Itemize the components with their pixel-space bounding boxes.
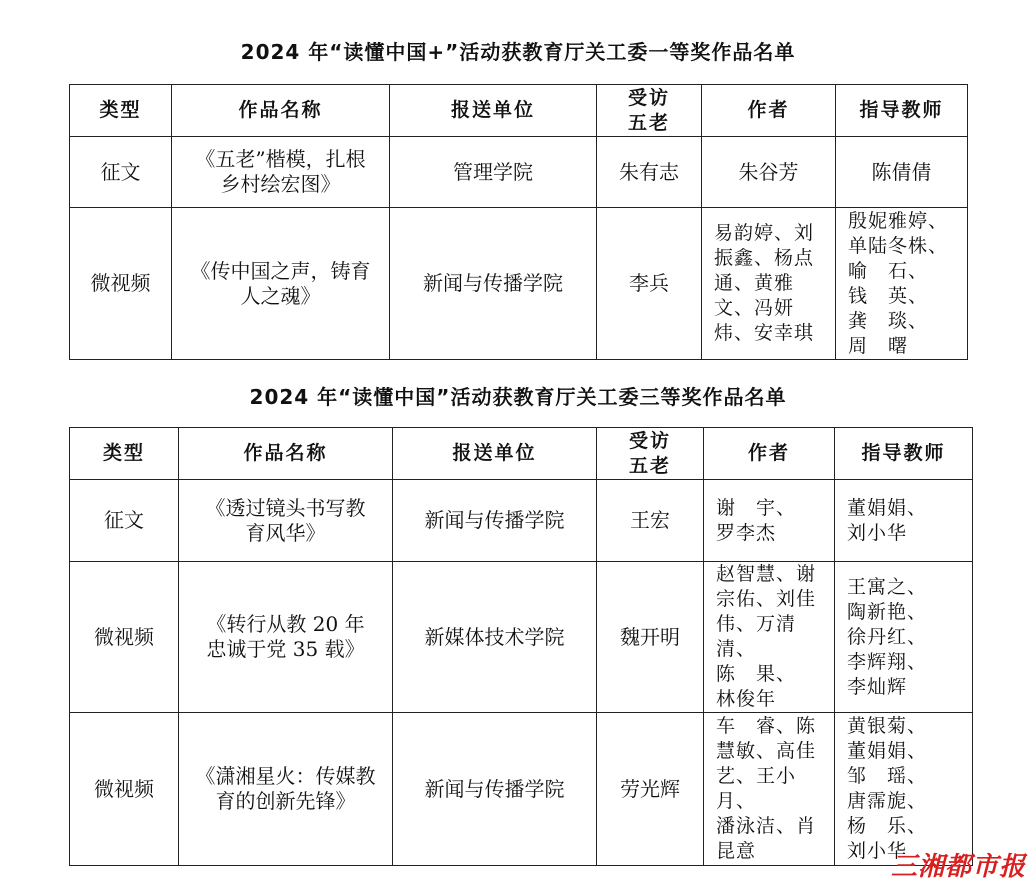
cell-unit: 新闻与传播学院	[393, 480, 597, 562]
newspaper-logo: 三湘都市报	[890, 852, 1026, 882]
cell-work-title: 《五老”楷模，扎根 乡村绘宏图》	[172, 137, 390, 208]
cell-work-title: 《潇湘星火：传媒教 育的创新先锋》	[179, 713, 393, 866]
table-row	[70, 562, 973, 713]
header-unit: 报送单位	[390, 85, 597, 137]
cell-advisor: 殷妮雅婷、 单陆冬株、 喻 石、 钱 英、 龚 琰、 周 曙	[836, 208, 968, 360]
cell-unit: 新媒体技术学院	[393, 562, 597, 713]
cell-work-title: 《透过镜头书写教 育风华》	[179, 480, 393, 562]
cell-type: 微视频	[70, 208, 172, 360]
header-interviewee: 受访 五老	[597, 85, 702, 137]
cell-unit: 新闻与传播学院	[390, 208, 597, 360]
header-row	[70, 428, 973, 480]
cell-interviewee: 魏开明	[597, 562, 704, 713]
cell-interviewee: 李兵	[597, 208, 702, 360]
table-row	[70, 137, 968, 208]
header-author: 作者	[702, 85, 836, 137]
table-row	[70, 208, 968, 360]
header-advisor: 指导教师	[836, 85, 968, 137]
cell-work-title: 《传中国之声，铸育 人之魂》	[172, 208, 390, 360]
table-row	[70, 480, 973, 562]
cell-type: 征文	[70, 137, 172, 208]
cell-advisor: 董娟娟、 刘小华	[835, 480, 973, 562]
cell-interviewee: 劳光辉	[597, 713, 704, 866]
cell-author: 朱谷芳	[702, 137, 836, 208]
table2-title: 2024 年“读懂中国”活动获教育厅关工委三等奖作品名单	[249, 385, 787, 409]
award-table-first-prize	[69, 84, 968, 360]
header-interviewee: 受访 五老	[597, 428, 704, 480]
header-type: 类型	[70, 428, 179, 480]
header-row	[70, 85, 968, 137]
table-row	[70, 713, 973, 866]
cell-author: 车 睿、陈 慧敏、高佳 艺、王小月、 潘泳洁、肖 昆意	[704, 713, 835, 866]
header-work-title: 作品名称	[172, 85, 390, 137]
cell-unit: 新闻与传播学院	[393, 713, 597, 866]
cell-interviewee: 朱有志	[597, 137, 702, 208]
table1-title: 2024 年“读懂中国+”活动获教育厅关工委一等奖作品名单	[240, 40, 796, 64]
award-table-third-prize	[69, 427, 973, 866]
cell-advisor: 王寓之、 陶新艳、 徐丹红、 李辉翔、 李灿辉	[835, 562, 973, 713]
cell-type: 微视频	[70, 713, 179, 866]
header-work-title: 作品名称	[179, 428, 393, 480]
cell-unit: 管理学院	[390, 137, 597, 208]
header-author: 作者	[704, 428, 835, 480]
cell-author: 易韵婷、刘 振鑫、杨点 通、黄雅 文、冯妍 炜、安幸琪	[702, 208, 836, 360]
cell-author: 赵智慧、谢 宗佑、刘佳 伟、万清清、 陈 果、 林俊年	[704, 562, 835, 713]
header-unit: 报送单位	[393, 428, 597, 480]
cell-advisor: 黄银菊、 董娟娟、 邹 瑶、 唐霈旎、 杨 乐、 刘小华	[835, 713, 973, 866]
cell-work-title: 《转行从教 20 年 忠诚于党 35 载》	[179, 562, 393, 713]
header-advisor: 指导教师	[835, 428, 973, 480]
cell-type: 微视频	[70, 562, 179, 713]
header-type: 类型	[70, 85, 172, 137]
cell-author: 谢 宇、 罗李杰	[704, 480, 835, 562]
cell-type: 征文	[70, 480, 179, 562]
cell-interviewee: 王宏	[597, 480, 704, 562]
cell-advisor: 陈倩倩	[836, 137, 968, 208]
